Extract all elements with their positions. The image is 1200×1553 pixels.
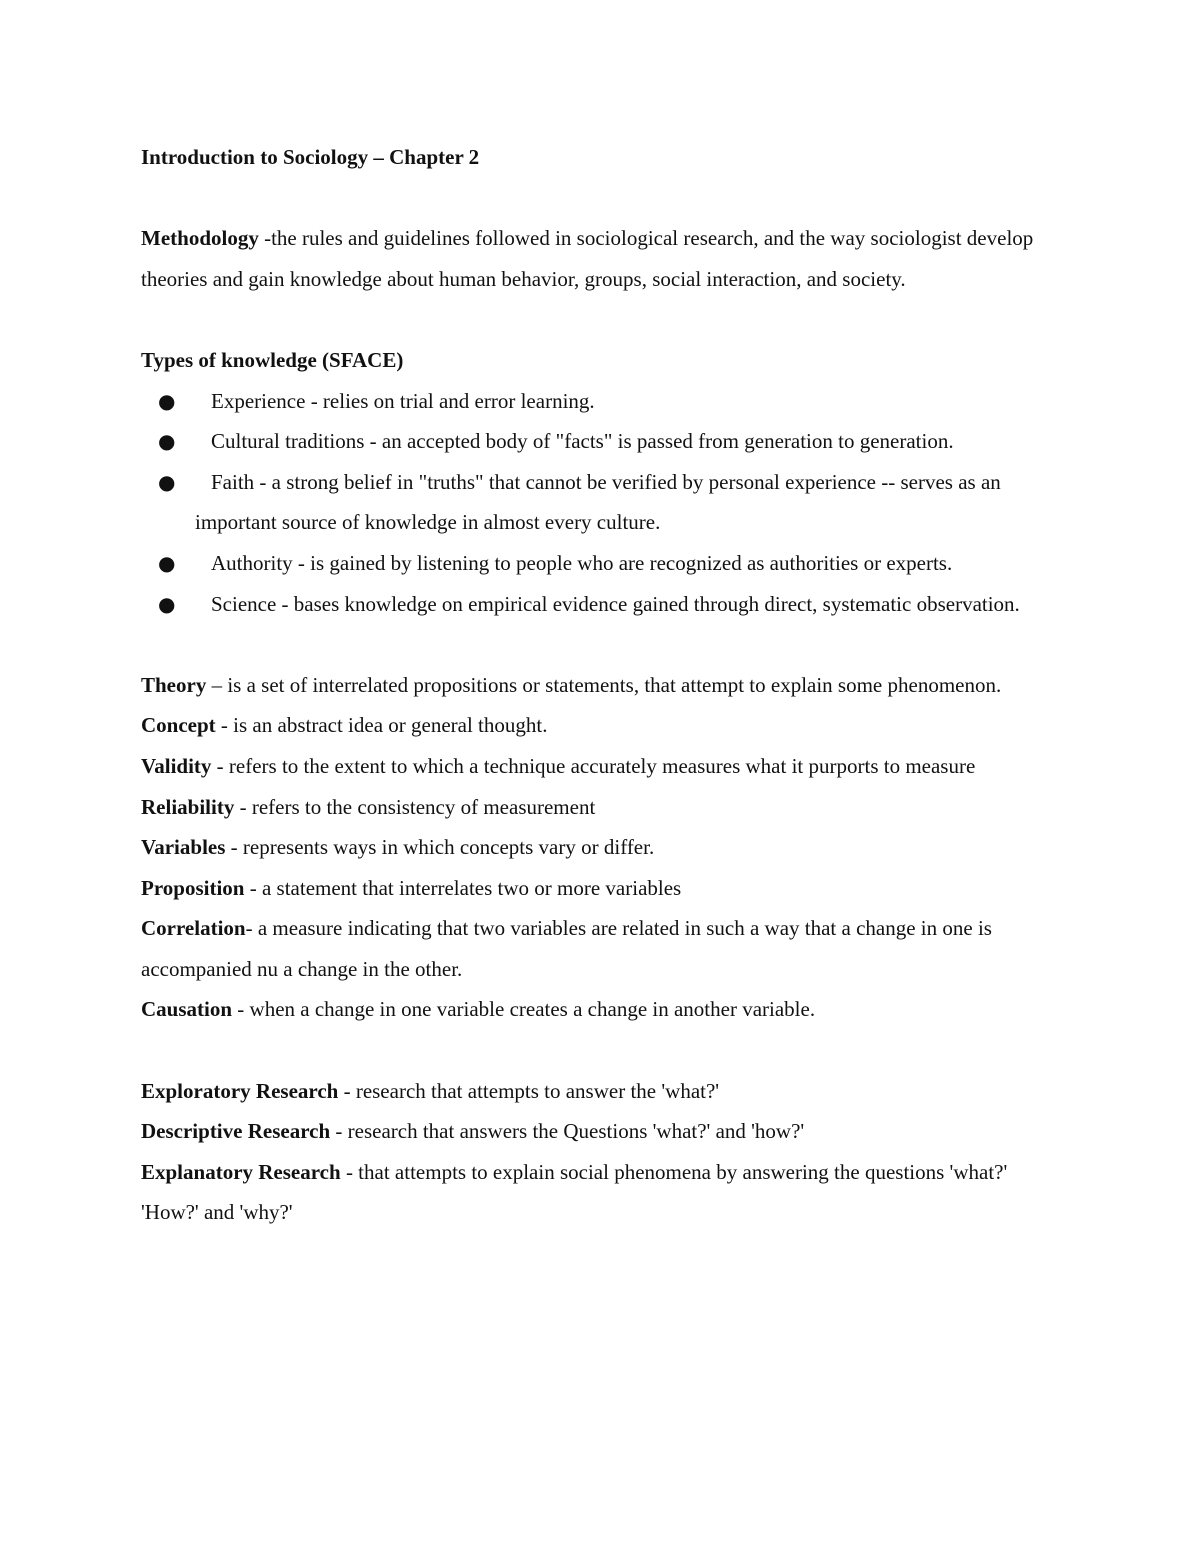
term-label: Concept (141, 713, 216, 738)
definition-text: - when a change in one variable creates a change in another variable. (232, 997, 816, 1022)
definition-concept (141, 705, 1061, 746)
definitions-section (141, 665, 1061, 1030)
spacer (141, 1030, 1061, 1071)
bullet-icon: ● (158, 550, 176, 575)
methodology-paragraph (141, 218, 1061, 299)
list-item (141, 543, 1061, 584)
knowledge-list (141, 381, 1061, 625)
term-label: Exploratory Research (141, 1078, 339, 1103)
bullet-icon: ● (158, 591, 176, 616)
definition-variables (141, 827, 1061, 868)
spacer (141, 624, 1061, 665)
list-item-text: Experience - relies on trial and error learning. (211, 388, 595, 413)
list-item (141, 462, 1061, 543)
research-explanatory (141, 1152, 1061, 1233)
definition-text: - research that answers the Questions 'what?' and 'how?' (330, 1119, 805, 1144)
definition-reliability (141, 787, 1061, 828)
term-label: Descriptive Research (141, 1119, 331, 1144)
bullet-icon: ● (158, 429, 176, 454)
document-content (141, 137, 1061, 1233)
definition-text: - a statement that interrelates two or more variables (244, 875, 682, 900)
term-label: Reliability (141, 794, 235, 819)
definition-text: - refers to the extent to which a technique accurately measures what it purports to measure (211, 753, 976, 778)
term-label: Causation (141, 997, 233, 1022)
term-label: Validity (141, 753, 212, 778)
definition-text: - is an abstract idea or general thought. (215, 713, 548, 738)
definition-causation (141, 989, 1061, 1030)
list-item-text: Authority - is gained by listening to people who are recognized as authorities or experts. (211, 550, 953, 575)
term-label: Correlation (141, 916, 246, 941)
list-item (141, 421, 1061, 462)
definition-text: - that attempts to explain social phenomena by answering the questions 'what?' 'How?' and 'why?' (141, 1159, 1008, 1225)
research-section (141, 1071, 1061, 1233)
definition-text: - represents ways in which concepts vary or differ. (225, 835, 655, 860)
term-label: Variables (141, 835, 226, 860)
definition-theory (141, 665, 1061, 706)
definition-text: - refers to the consistency of measurement (234, 794, 596, 819)
list-item (141, 381, 1061, 422)
list-item-text: Science - bases knowledge on empirical evidence gained through direct, systematic observation. (211, 591, 1020, 616)
definition-methodology: -the rules and guidelines followed in sociological research, and the way sociologist develop theories and gain knowledge about human behavior, groups, social interaction, and society. (141, 226, 1034, 291)
list-item-text: Faith - a strong belief in "truths" that cannot be verified by personal experience -- serves as an important source of knowledge in almost every culture. (195, 469, 1001, 535)
term-label: Explanatory Research (141, 1159, 341, 1184)
term-methodology: Methodology (141, 226, 259, 251)
definition-text: - research that attempts to answer the 'what?' (338, 1078, 720, 1103)
research-descriptive (141, 1111, 1061, 1152)
knowledge-heading: Types of knowledge (SFACE) (141, 347, 404, 372)
list-item (141, 584, 1061, 625)
definition-correlation (141, 908, 1061, 989)
term-label: Theory (141, 672, 207, 697)
page-title: Introduction to Sociology – Chapter 2 (141, 145, 480, 169)
research-exploratory (141, 1071, 1061, 1112)
definition-text: – is a set of interrelated propositions or statements, that attempt to explain some phenomenon. (206, 672, 1002, 697)
definition-validity (141, 746, 1061, 787)
bullet-icon: ● (158, 469, 176, 494)
term-label: Proposition (141, 875, 245, 900)
spacer (141, 299, 1061, 340)
definition-text: - a measure indicating that two variables are related in such a way that a change in one is accompanied nu a change in the other. (141, 916, 992, 981)
bullet-icon: ● (158, 388, 176, 413)
spacer (141, 178, 1061, 219)
list-item-text: Cultural traditions - an accepted body of "facts" is passed from generation to generation. (211, 429, 954, 454)
definition-proposition (141, 868, 1061, 909)
